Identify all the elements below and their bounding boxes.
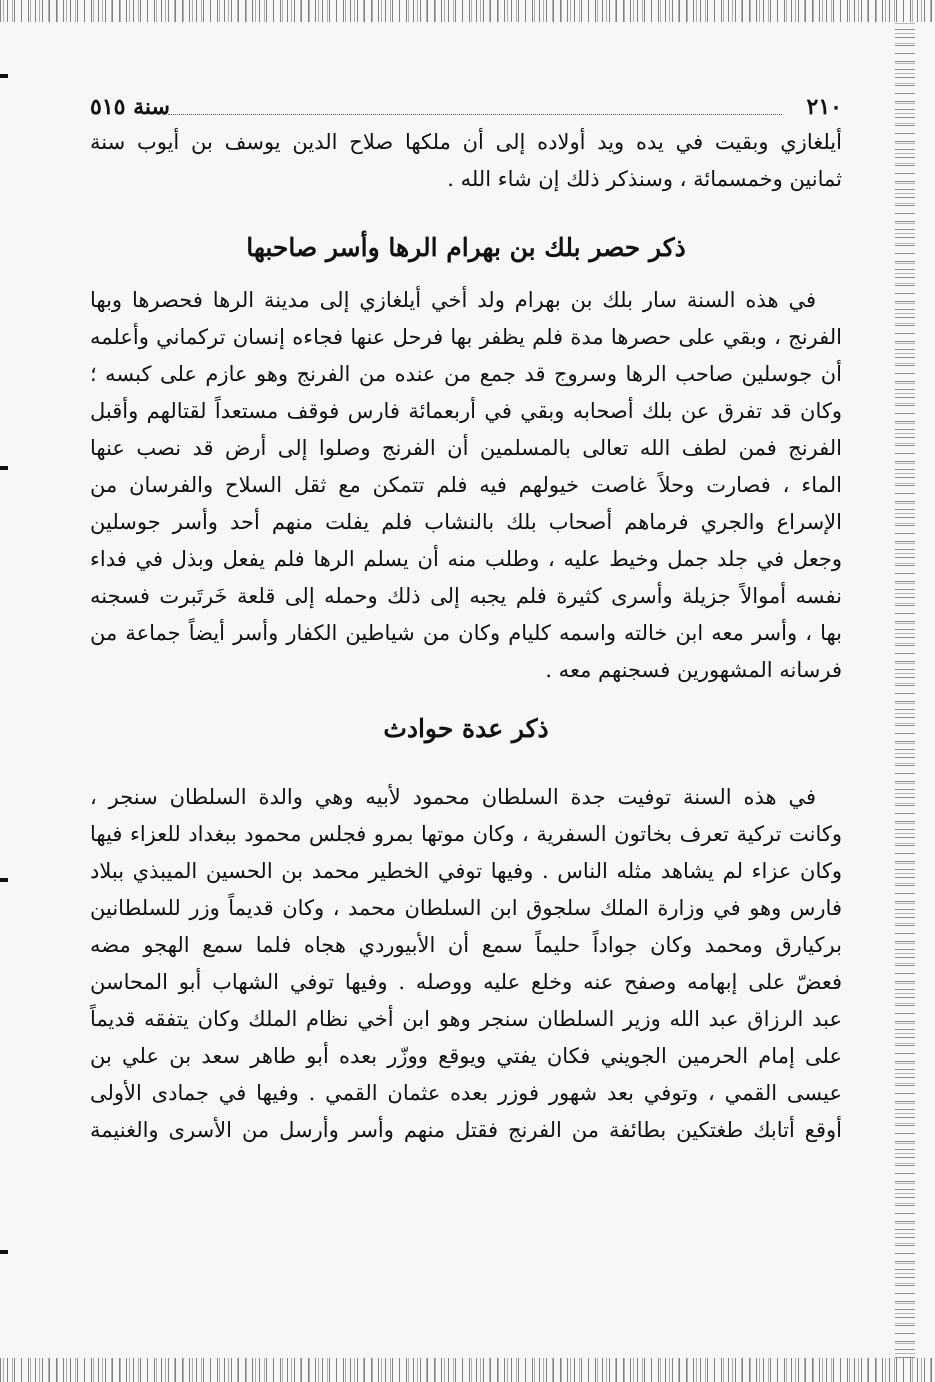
text-line: بها ، وأسر معه ابن خالته واسمه كليام وكان من شياطين الكفار وأسر أيضاً جماعة من: [90, 621, 842, 645]
section-paragraph: [90, 779, 842, 1149]
text-line: نفسه أموالاً جزيلة وأسرى كثيرة فلم يجبه إلى ذلك وحمله إلى قلعة خَرتَبرت فسجنه: [90, 584, 842, 608]
text-line: وكان قد تفرق عن بلك أصحابه وبقي في أربعمائة فارس فوقف مستعداً لقتالهم وأقبل: [90, 399, 842, 423]
text-line: فرسانه المشهورين فسجنهم معه .: [545, 658, 842, 682]
intro-paragraph: [90, 124, 842, 198]
bottom-border-ornament: [0, 1358, 935, 1382]
running-header: [90, 80, 842, 124]
text-line: أيلغازي وبقيت في يده ويد أولاده إلى أن ملكها صلاح الدين يوسف بن أيوب سنة: [90, 130, 842, 154]
right-border-ornament: [895, 22, 915, 1358]
scan-margin-mark: [0, 74, 8, 78]
running-head-year: سنة ٥١٥: [90, 94, 170, 120]
text-line: وجعل في جلد جمل وخيط عليه ، وطلب منه أن يسلم الرها فلم يفعل وبذل في فداء: [90, 547, 842, 571]
text-line: في هذه السنة سار بلك بن بهرام ولد أخي أيلغازي إلى مدينة الرها فحصرها وبها: [90, 288, 816, 312]
page-number: ٢١٠: [806, 94, 842, 120]
section-paragraph: [90, 282, 842, 689]
scan-margin-mark: [0, 466, 8, 470]
text-line: فارس وهو في وزارة الملك سلجوق ابن السلطان محمد ، وكان قديماً وزر للسلطانين: [90, 896, 842, 920]
text-line: ثمانين وخمسمائة ، وسنذكر ذلك إن شاء الله .: [447, 167, 842, 191]
top-border-ornament: [0, 0, 935, 22]
text-line: عيسى القمي ، وتوفي بعد شهور فوزر بعده عثمان القمي . وفيها في جمادى الأولى: [90, 1081, 842, 1105]
text-line: الإسراع والجري فرماهم أصحاب بلك بالنشاب فلم يفلت منهم أحد وأسر جوسلين: [90, 510, 842, 534]
text-line: فعضّ على إبهامه وصفح عنه وخلع عليه ووصله . وفيها توفي الشهاب أبو المحاسن: [90, 970, 842, 994]
text-line: عبد الرزاق عبد الله وزير السلطان سنجر وهو ابن أخي نظام الملك وكان يتفقه قديماً: [90, 1007, 842, 1031]
text-line: بركيارق ومحمد وكان جواداً حليماً سمع أن الأبيوردي هجاه فلما سمع الهجو مضه: [90, 933, 842, 957]
book-page: [90, 80, 842, 1350]
text-line: في هذه السنة توفيت جدة السلطان محمود لأبيه وهي والدة السلطان سنجر ،: [90, 785, 816, 809]
text-line: وكان عزاء لم يشاهد مثله الناس . وفيها توفي الخطير محمد بن الحسين الميبذي ببلاد: [90, 859, 842, 883]
text-line: وكانت تركية تعرف بخاتون السفرية ، وكان موتها بمرو فجلس محمود ببغداد للعزاء فيها: [90, 822, 842, 846]
text-line: أوقع أتابك طغتكين بطائفة من الفرنج فقتل منهم وأسر وأرسل من الأسرى والغنيمة: [90, 1118, 842, 1142]
section-heading: ذكر حصر بلك بن بهرام الرها وأسر صاحبها: [246, 233, 686, 262]
section-heading: ذكر عدة حوادث: [383, 714, 549, 743]
text-line: الفرنج ، وبقي على حصرها مدة فلم يظفر بها فرحل عنها فجاءه إنسان تركماني وأعلمه: [90, 325, 842, 349]
text-line: أن جوسلين صاحب الرها وسروج قد جمع من عنده من الفرنج وهو عازم على كبسه ؛: [90, 362, 842, 386]
scan-margin-mark: [0, 1250, 8, 1254]
header-dotted-rule: [168, 114, 782, 115]
text-line: على إمام الحرمين الجويني فكان يفتي ويوقع ووزّر بعده أبو طاهر سعد بن علي بن: [90, 1044, 842, 1068]
scan-margin-mark: [0, 878, 8, 882]
text-line: الفرنج فمن لطف الله تعالى بالمسلمين أن الفرنج وصلوا إلى أرض قد نصب عنها: [90, 436, 842, 460]
text-line: الماء ، فصارت وحلاً غاصت خيولهم فيه فلم تتمكن مع ثقل السلاح والفرسان من: [90, 473, 842, 497]
